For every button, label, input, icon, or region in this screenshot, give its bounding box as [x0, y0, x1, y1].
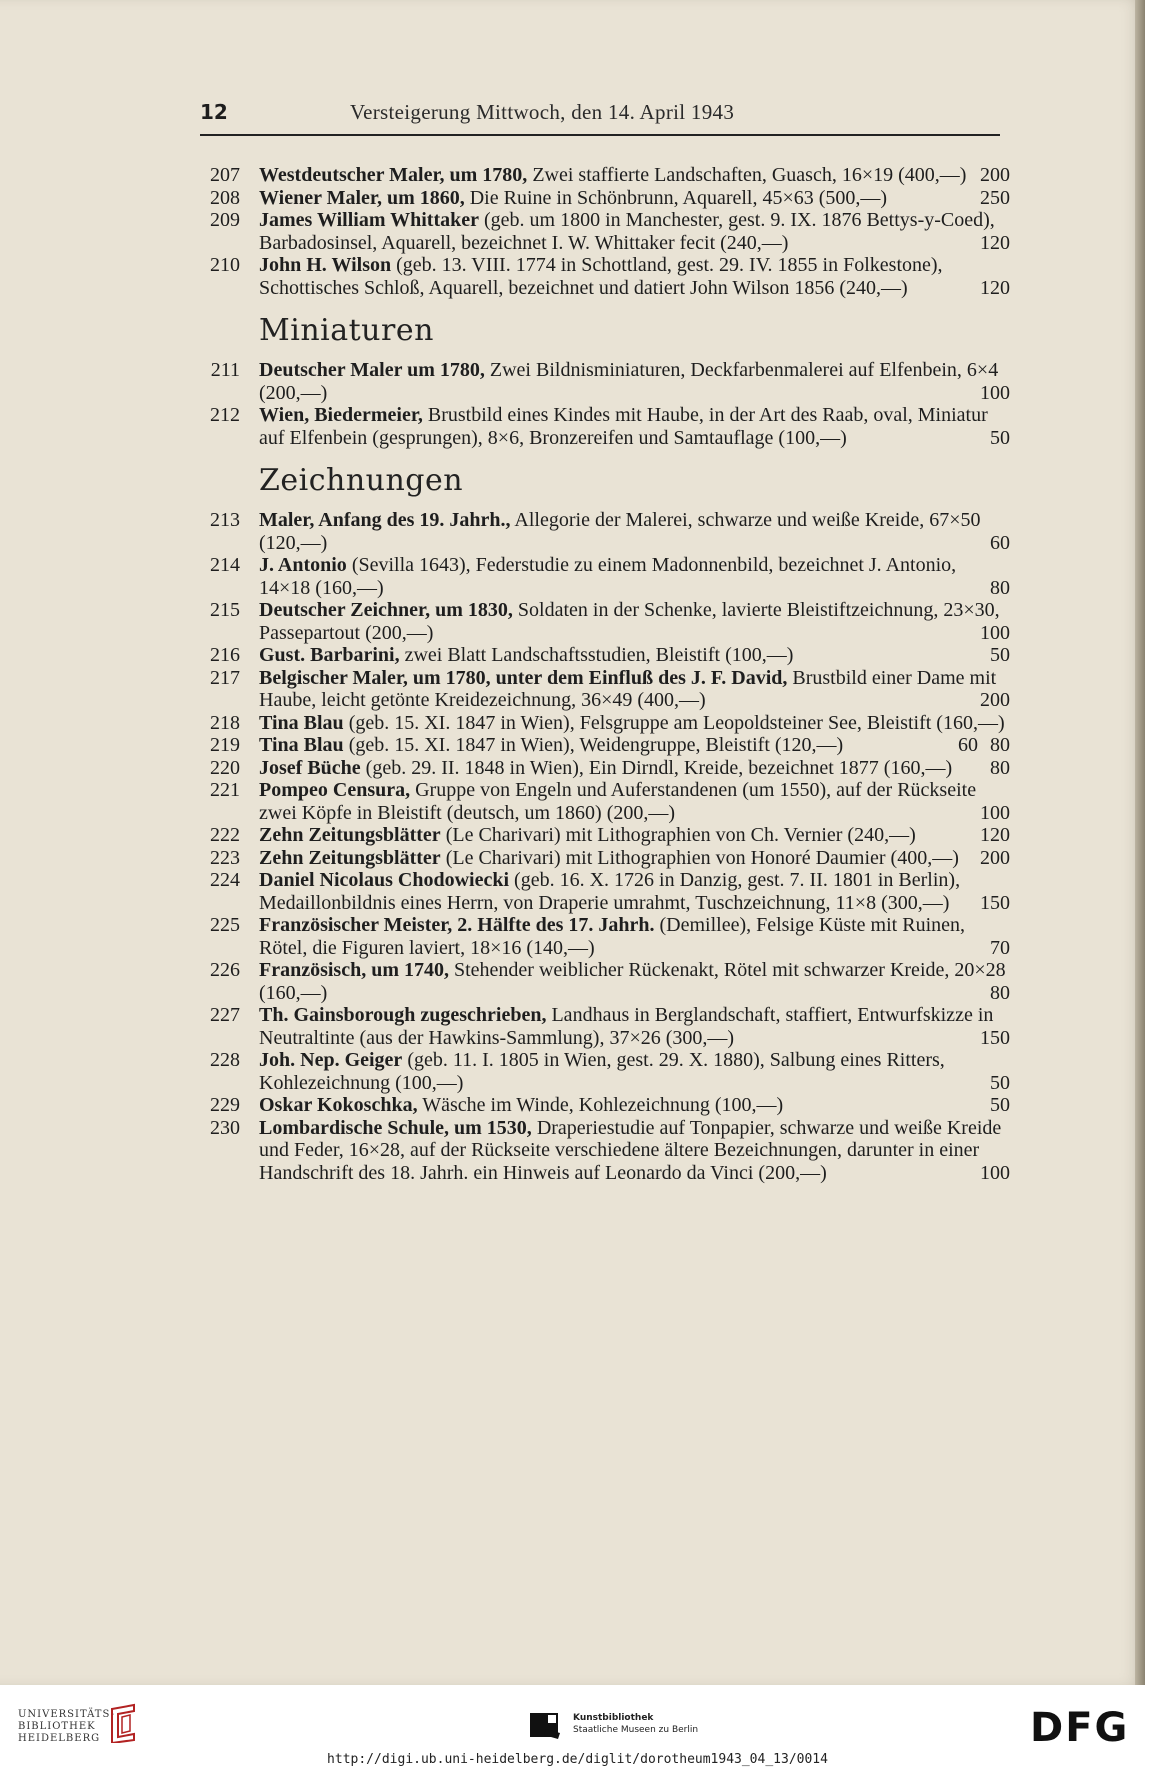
- lot-price: 80: [990, 981, 1010, 1004]
- lot-number: 225: [210, 914, 240, 936]
- artist-name: Französisch, um 1740,: [259, 959, 449, 981]
- artist-name: Joh. Nep. Geiger: [259, 1049, 403, 1071]
- artist-name: Oskar Kokoschka,: [259, 1094, 418, 1116]
- dfg-logo: DFG: [1030, 1705, 1130, 1751]
- lot-price: 60: [958, 734, 978, 756]
- kb-subtitle: Staatliche Museen zu Berlin: [573, 1725, 699, 1735]
- lot-price: 100: [980, 801, 1010, 824]
- lot-price: 120: [980, 276, 1010, 299]
- lot-number: 213: [210, 509, 240, 531]
- lot-details: (geb. 16. X. 1726 in Danzig, gest. 7. II. 1801 in Berlin), Medaillonbildnis eines Herrn, von Draperie umrahmt, Tuschzeichnung, 11×8 (300,—): [259, 869, 961, 914]
- catalogue-entry: [200, 847, 1010, 870]
- catalogue-entry: [200, 254, 1010, 299]
- lot-details: (Demillee), Felsige Küste mit Ruinen, Rötel, die Figuren laviert, 18×16 (140,—): [259, 914, 965, 959]
- lot-number: 221: [210, 779, 240, 801]
- artist-name: Zehn Zeitungsblätter: [259, 824, 441, 846]
- lot-description: [259, 1049, 945, 1094]
- artist-name: Th. Gainsborough zugeschrieben,: [259, 1004, 547, 1026]
- artist-name: Tina Blau: [259, 711, 344, 734]
- lot-description: [259, 757, 952, 779]
- lot-details: Wäsche im Winde, Kohlezeichnung (100,—): [417, 1094, 784, 1116]
- lot-description: [259, 164, 966, 186]
- lot-description: [259, 359, 998, 404]
- lot-description: [259, 667, 996, 712]
- catalogue-content: [200, 164, 1010, 1184]
- lot-price: 100: [980, 621, 1010, 644]
- lot-description: [259, 509, 981, 554]
- lot-description: [259, 187, 887, 209]
- lot-number: 214: [210, 554, 240, 576]
- header-rule: [200, 134, 1000, 136]
- lot-description: [259, 712, 1005, 734]
- lot-price: 150: [980, 891, 1010, 914]
- lot-details: Landhaus in Berglandschaft, staffiert, Entwurfskizze in Neutraltinte (aus der Hawkins-Sammlung), 37×26 (300,—): [259, 1004, 994, 1049]
- lot-description: [259, 779, 976, 824]
- lot-number: 210: [210, 254, 240, 276]
- lot-number: 220: [210, 756, 240, 779]
- lot-details: (geb. 29. II. 1848 in Wien), Ein Dirndl, Kreide, bezeichnet 1877 (160,—): [360, 756, 953, 779]
- lot-price: 50: [990, 1071, 1010, 1094]
- lot-number: 224: [210, 869, 240, 891]
- lot-number: 216: [210, 644, 240, 666]
- catalogue-entry: [200, 869, 1010, 914]
- lot-number: 229: [210, 1094, 240, 1116]
- artist-name: Pompeo Censura,: [259, 779, 411, 801]
- entry-group-drawings: [200, 509, 1010, 1184]
- kunstbibliothek-name: [573, 1712, 698, 1736]
- lot-description: [259, 1117, 1001, 1184]
- artist-name: Lombardische Schule, um 1530,: [259, 1116, 532, 1139]
- catalogue-entry: [200, 1049, 1010, 1094]
- lot-number: 223: [210, 846, 240, 869]
- kunstbibliothek-logo-icon: [528, 1711, 564, 1741]
- lot-number: 211: [210, 359, 240, 381]
- page-number: 12: [200, 100, 228, 124]
- artist-name: J. Antonio: [259, 554, 347, 576]
- lot-description: [259, 914, 965, 959]
- catalogue-entry: [200, 1004, 1010, 1049]
- permalink-url[interactable]: http://digi.ub.uni-heidelberg.de/diglit/dorotheum1943_04_13/0014: [327, 1752, 828, 1767]
- lot-details: Allegorie der Malerei, schwarze und weiße Kreide, 67×50 (120,—): [259, 509, 981, 554]
- catalogue-entry: [200, 404, 1010, 449]
- lot-description: [259, 254, 943, 299]
- lot-number: 227: [210, 1004, 240, 1026]
- lot-price: 100: [980, 1161, 1010, 1184]
- artist-name: Westdeutscher Maler, um 1780,: [259, 164, 528, 186]
- lot-description: [259, 554, 956, 599]
- lot-price: 60: [990, 531, 1010, 554]
- lot-number: 228: [210, 1049, 240, 1071]
- lot-price: 70: [990, 936, 1010, 959]
- lot-details: (geb. 15. XI. 1847 in Wien), Weidengruppe, Bleistift (120,—): [343, 734, 844, 756]
- artist-name: Daniel Nicolaus Chodowiecki: [259, 869, 510, 891]
- digitization-footer: [0, 1685, 1155, 1769]
- artist-name: James William Whittaker: [259, 209, 479, 231]
- lot-price: 200: [980, 846, 1010, 869]
- lot-details: Stehender weiblicher Rückenakt, Rötel mit schwarzer Kreide, 20×28 (160,—): [259, 959, 1006, 1004]
- lot-number: 218: [210, 711, 240, 734]
- lot-description: [259, 1004, 993, 1049]
- artist-name: Maler, Anfang des 19. Jahrh.,: [259, 509, 511, 531]
- lot-description: [259, 1094, 783, 1116]
- catalogue-entry: [200, 509, 1010, 554]
- lot-price: 150: [980, 1026, 1010, 1049]
- lot-number: 212: [210, 404, 240, 426]
- catalogue-entry: [200, 824, 1010, 847]
- catalogue-entry: [200, 1094, 1010, 1117]
- lot-price: 80: [990, 756, 1010, 779]
- lot-description: [259, 734, 843, 756]
- lot-price: 50: [990, 644, 1010, 666]
- lot-price: 80: [990, 734, 1010, 756]
- lot-description: [259, 599, 1000, 644]
- catalogue-entry: [200, 1117, 1010, 1185]
- lot-details: Zwei staffierte Landschaften, Guasch, 16×19 (400,—): [527, 164, 967, 186]
- artist-name: Wien, Biedermeier,: [259, 404, 423, 426]
- catalogue-entry: [200, 187, 1010, 210]
- lot-number: 207: [210, 164, 240, 186]
- lot-details: Brustbild einer Dame mit Haube, leicht getönte Kreidezeichnung, 36×49 (400,—): [259, 666, 997, 711]
- lot-price: 120: [980, 824, 1010, 846]
- lot-number: 215: [210, 599, 240, 621]
- lot-description: [259, 869, 960, 914]
- lot-details: (Le Charivari) mit Lithographien von Ch. Vernier (240,—): [440, 824, 916, 846]
- lot-number: 219: [210, 734, 240, 756]
- lot-description: [259, 847, 959, 869]
- artist-name: Deutscher Zeichner, um 1830,: [259, 599, 513, 621]
- lot-details: (Sevilla 1643), Federstudie zu einem Madonnenbild, bezeichnet J. Antonio, 14×18 (160,—): [259, 554, 957, 599]
- lot-details: Gruppe von Engeln und Auferstandenen (um 1550), auf der Rückseite zwei Köpfe in Bleistift (deutsch, um 1860) (200,—): [259, 779, 977, 824]
- catalogue-entry: [200, 164, 1010, 187]
- lot-details: (geb. um 1800 in Manchester, gest. 9. IX. 1876 Bettys-y-Coed), Barbadosinsel, Aquarell, bezeichnet I. W. Whittaker fecit (240,—): [259, 209, 995, 254]
- catalogue-entry: [200, 599, 1010, 644]
- lot-number: 209: [210, 209, 240, 231]
- lot-description: [259, 644, 793, 666]
- catalogue-entry: [200, 359, 1010, 404]
- kb-title: Kunstbibliothek: [573, 1713, 654, 1723]
- lot-details: Zwei Bildnisminiaturen, Deckfarbenmalerei auf Elfenbein, 6×4 (200,—): [259, 359, 999, 404]
- catalogue-entry: [200, 959, 1010, 1004]
- artist-name: Josef Büche: [259, 756, 361, 779]
- lot-price: 120: [980, 231, 1010, 254]
- university-logo-icon: [108, 1703, 140, 1743]
- lot-price: 200: [980, 164, 1010, 186]
- catalogue-entry: [200, 734, 1010, 757]
- catalogue-entry: [200, 209, 1010, 254]
- lot-description: [259, 959, 1006, 1004]
- university-library-name: [18, 1709, 115, 1745]
- lot-details: (geb. 15. XI. 1847 in Wien), Felsgruppe am Leopoldsteiner See, Bleistift (160,—): [343, 711, 1005, 734]
- university-line-1: UNIVERSITÄTS-: [18, 1709, 116, 1720]
- lot-description: [259, 404, 988, 449]
- lot-number: 208: [210, 186, 240, 209]
- lot-description: [259, 824, 916, 846]
- page-header: [200, 100, 1000, 132]
- artist-name: John H. Wilson: [259, 254, 392, 276]
- artist-name: Tina Blau: [259, 734, 344, 756]
- lot-price: 200: [980, 689, 1010, 711]
- page-edge-shadow: [1135, 0, 1145, 1685]
- artist-name: Belgischer Maler, um 1780, unter dem Einfluß des J. F. David,: [259, 666, 788, 689]
- artist-name: Französischer Meister, 2. Hälfte des 17. Jahrh.: [259, 914, 655, 936]
- entry-group-miniatures: [200, 359, 1010, 449]
- lot-price: 250: [980, 186, 1010, 209]
- lot-details: Soldaten in der Schenke, lavierte Bleistiftzeichnung, 23×30, Passepartout (200,—): [259, 599, 1000, 644]
- lot-number: 226: [210, 959, 240, 981]
- catalogue-entry: [200, 644, 1010, 667]
- lot-details: (Le Charivari) mit Lithographien von Honoré Daumier (400,—): [440, 846, 959, 869]
- artist-name: Deutscher Maler um 1780,: [259, 359, 485, 381]
- lot-price: 50: [990, 426, 1010, 449]
- artist-name: Zehn Zeitungsblätter: [259, 846, 441, 869]
- lot-details: Draperiestudie auf Tonpapier, schwarze und weiße Kreide und Feder, 16×28, auf der Rückseite verschiedene ältere Bezeichnungen, darunter in einer Handschrift des 18. Jahrh. ein Hinweis auf Leonardo da Vinci (200,—): [259, 1116, 1002, 1184]
- lot-details: Die Ruine in Schönbrunn, Aquarell, 45×63 (500,—): [464, 186, 888, 209]
- university-line-3: HEIDELBERG: [18, 1733, 101, 1744]
- lot-number: 217: [210, 666, 240, 689]
- lot-details: zwei Blatt Landschaftsstudien, Bleistift (100,—): [399, 644, 794, 666]
- catalogue-entry: [200, 667, 1010, 712]
- lot-price: 100: [980, 381, 1010, 404]
- lot-price: 50: [990, 1094, 1010, 1116]
- catalogue-entry: [200, 554, 1010, 599]
- lot-price: 80: [990, 576, 1010, 599]
- lot-details: (geb. 11. I. 1805 in Wien, gest. 29. X. 1880), Salbung eines Ritters, Kohlezeichnung (100,—): [259, 1049, 945, 1094]
- entry-group-paintings: [200, 164, 1010, 299]
- running-head: Versteigerung Mittwoch, den 14. April 1943: [350, 100, 735, 124]
- catalogue-entry: [200, 779, 1010, 824]
- section-title-zeichnungen: Zeichnungen: [259, 463, 464, 498]
- section-title-miniaturen: Miniaturen: [259, 313, 434, 348]
- catalogue-entry: [200, 757, 1010, 780]
- lot-number: 230: [210, 1116, 240, 1139]
- lot-description: [259, 209, 995, 254]
- lot-details: Brustbild eines Kindes mit Haube, in der Art des Raab, oval, Miniatur auf Elfenbein (gesprungen), 8×6, Bronzereifen und Samtauflage (100,—): [259, 404, 988, 449]
- university-line-2: BIBLIOTHEK: [18, 1721, 96, 1732]
- catalogue-entry: [200, 914, 1010, 959]
- artist-name: Gust. Barbarini,: [259, 644, 400, 666]
- lot-details: (geb. 13. VIII. 1774 in Schottland, gest. 29. IV. 1855 in Folkestone), Schottisches Schloß, Aquarell, bezeichnet und datiert John Wilson 1856 (240,—): [259, 254, 943, 299]
- artist-name: Wiener Maler, um 1860,: [259, 186, 465, 209]
- lot-number: 222: [210, 824, 240, 846]
